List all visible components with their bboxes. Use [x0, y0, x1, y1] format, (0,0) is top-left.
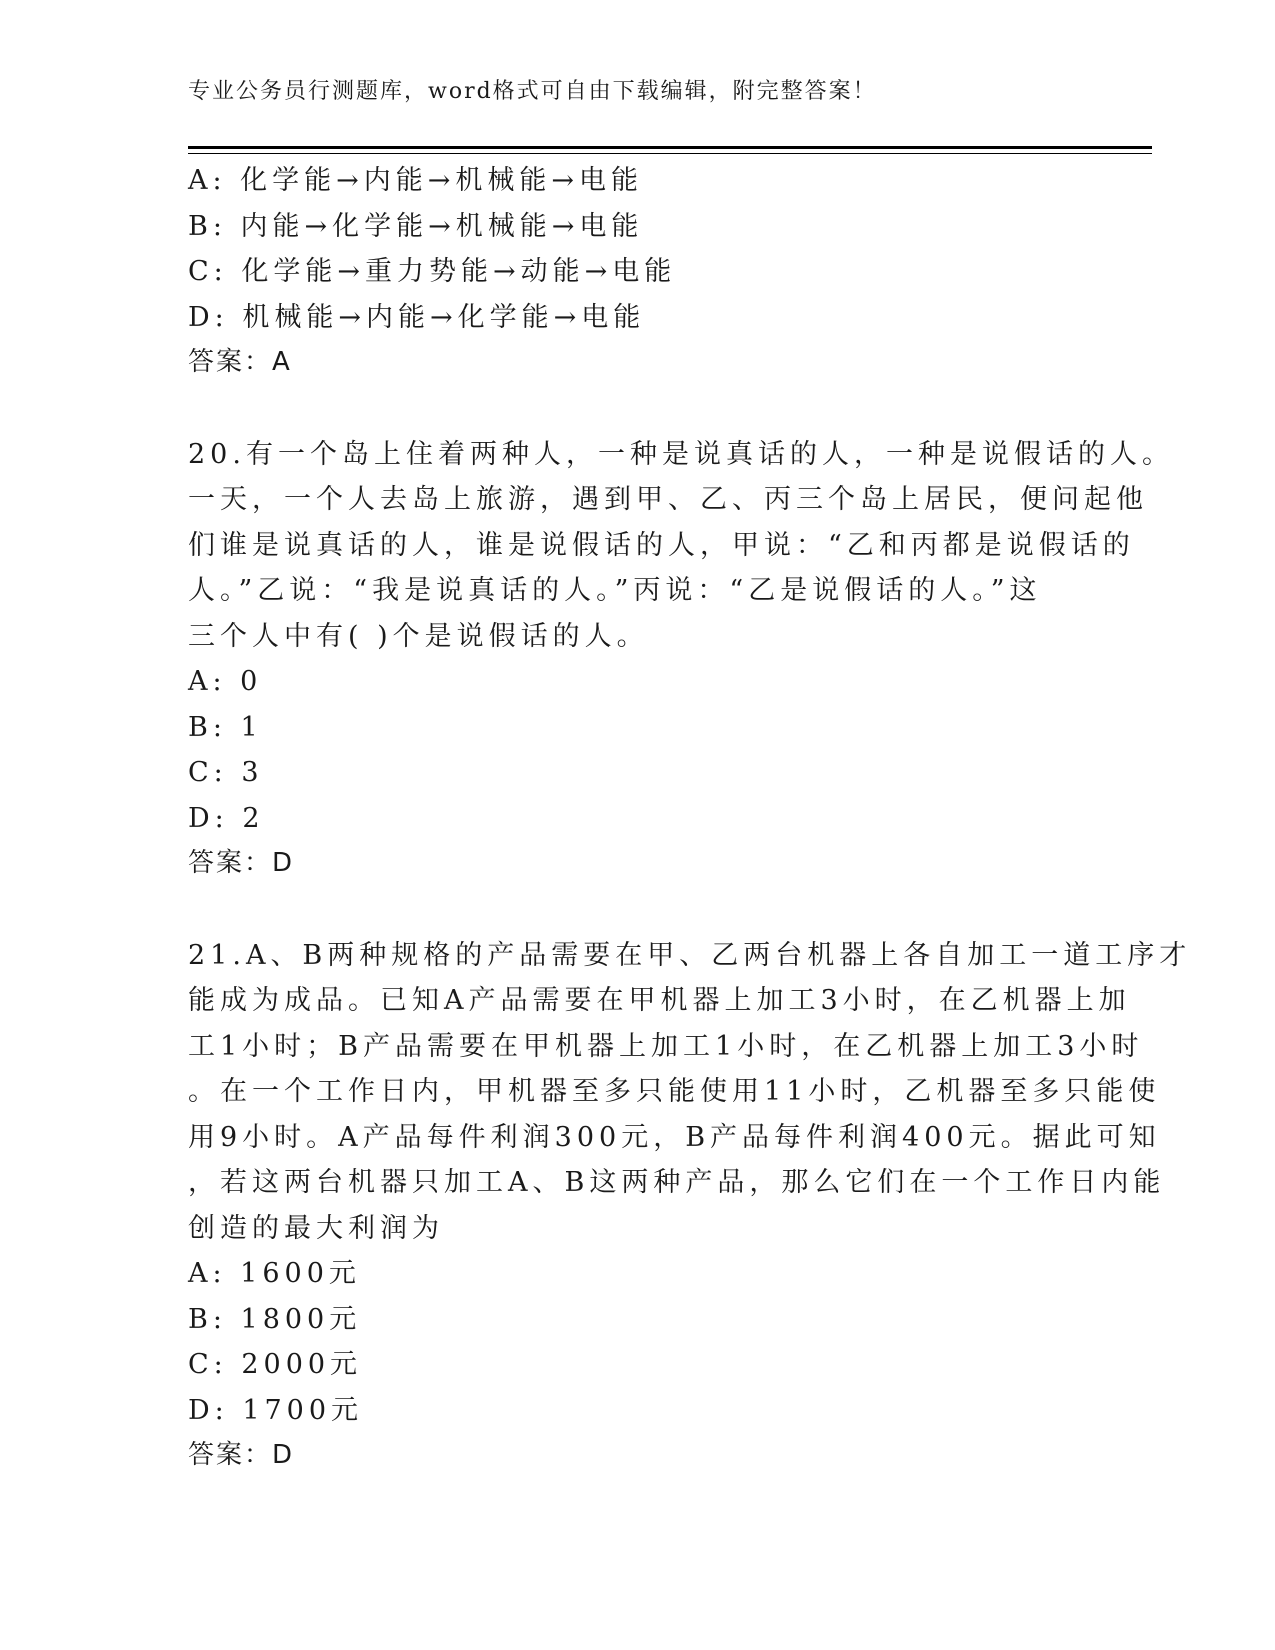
- question-20-answer: 答案：D: [188, 848, 295, 878]
- question-21-answer: 答案：D: [188, 1440, 295, 1470]
- option-d: D: 2: [188, 802, 265, 834]
- question-21-stem: [188, 933, 1192, 1252]
- option-a: A: 1600元: [188, 1258, 361, 1289]
- question-21-options: [188, 1251, 1088, 1433]
- question-line: 一天，一个人去岛上旅游，遇到甲、乙、丙三个岛上居民，便问起他: [188, 484, 1148, 515]
- question-line: 20.有一个岛上住着两种人，一种是说真话的人，一种是说假话的人。: [188, 438, 1174, 470]
- header-divider-thin: [188, 153, 1152, 154]
- question-line: 们谁是说真话的人，谁是说假话的人，甲说：“乙和丙都是说假话的: [188, 529, 1135, 561]
- question-19-options: [188, 158, 1088, 340]
- question-line: ，若这两台机器只加工A、B这两种产品，那么它们在一个工作日内能: [188, 1167, 1166, 1198]
- option-c: C: 化学能→重力势能→动能→电能: [188, 256, 677, 287]
- option-a: A: 化学能→内能→机械能→电能: [188, 165, 644, 196]
- header-divider-thick: [188, 146, 1152, 149]
- option-d: D: 机械能→内能→化学能→电能: [188, 301, 646, 333]
- option-b: B: 1: [188, 711, 263, 743]
- question-20-stem: [188, 432, 1174, 660]
- question-line: 能成为成品。已知A产品需要在甲机器上加工3小时，在乙机器上加: [188, 985, 1131, 1016]
- option-d: D: 1700元: [188, 1394, 364, 1426]
- question-content: [188, 158, 1192, 1479]
- page-header-text: 专业公务员行测题库，word格式可自由下载编辑，附完整答案！: [188, 79, 877, 104]
- question-19-answer: 答案：A: [188, 347, 292, 377]
- option-a: A: 0: [188, 666, 263, 697]
- question-line: 人。”乙说：“我是说真话的人。”丙说：“乙是说假话的人。”这: [188, 575, 1042, 606]
- option-c: C: 3: [188, 757, 264, 788]
- question-line: 三个人中有( )个是说假话的人。: [188, 620, 649, 652]
- option-c: C: 2000元: [188, 1349, 363, 1380]
- question-line: 创造的最大利润为: [188, 1212, 444, 1244]
- question-line: 。在一个工作日内，甲机器至多只能使用11小时，乙机器至多只能使: [188, 1076, 1161, 1107]
- option-b: B: 内能→化学能→机械能→电能: [188, 210, 644, 242]
- question-line: 21.A、B两种规格的产品需要在甲、乙两台机器上各自加工一道工序才: [188, 939, 1192, 971]
- question-20-options: [188, 659, 1088, 841]
- option-b: B: 1800元: [188, 1303, 362, 1335]
- question-line: 工1小时；B产品需要在甲机器上加工1小时，在乙机器上加工3小时: [188, 1030, 1144, 1062]
- question-line: 用9小时。A产品每件利润300元，B产品每件利润400元。据此可知: [188, 1121, 1161, 1153]
